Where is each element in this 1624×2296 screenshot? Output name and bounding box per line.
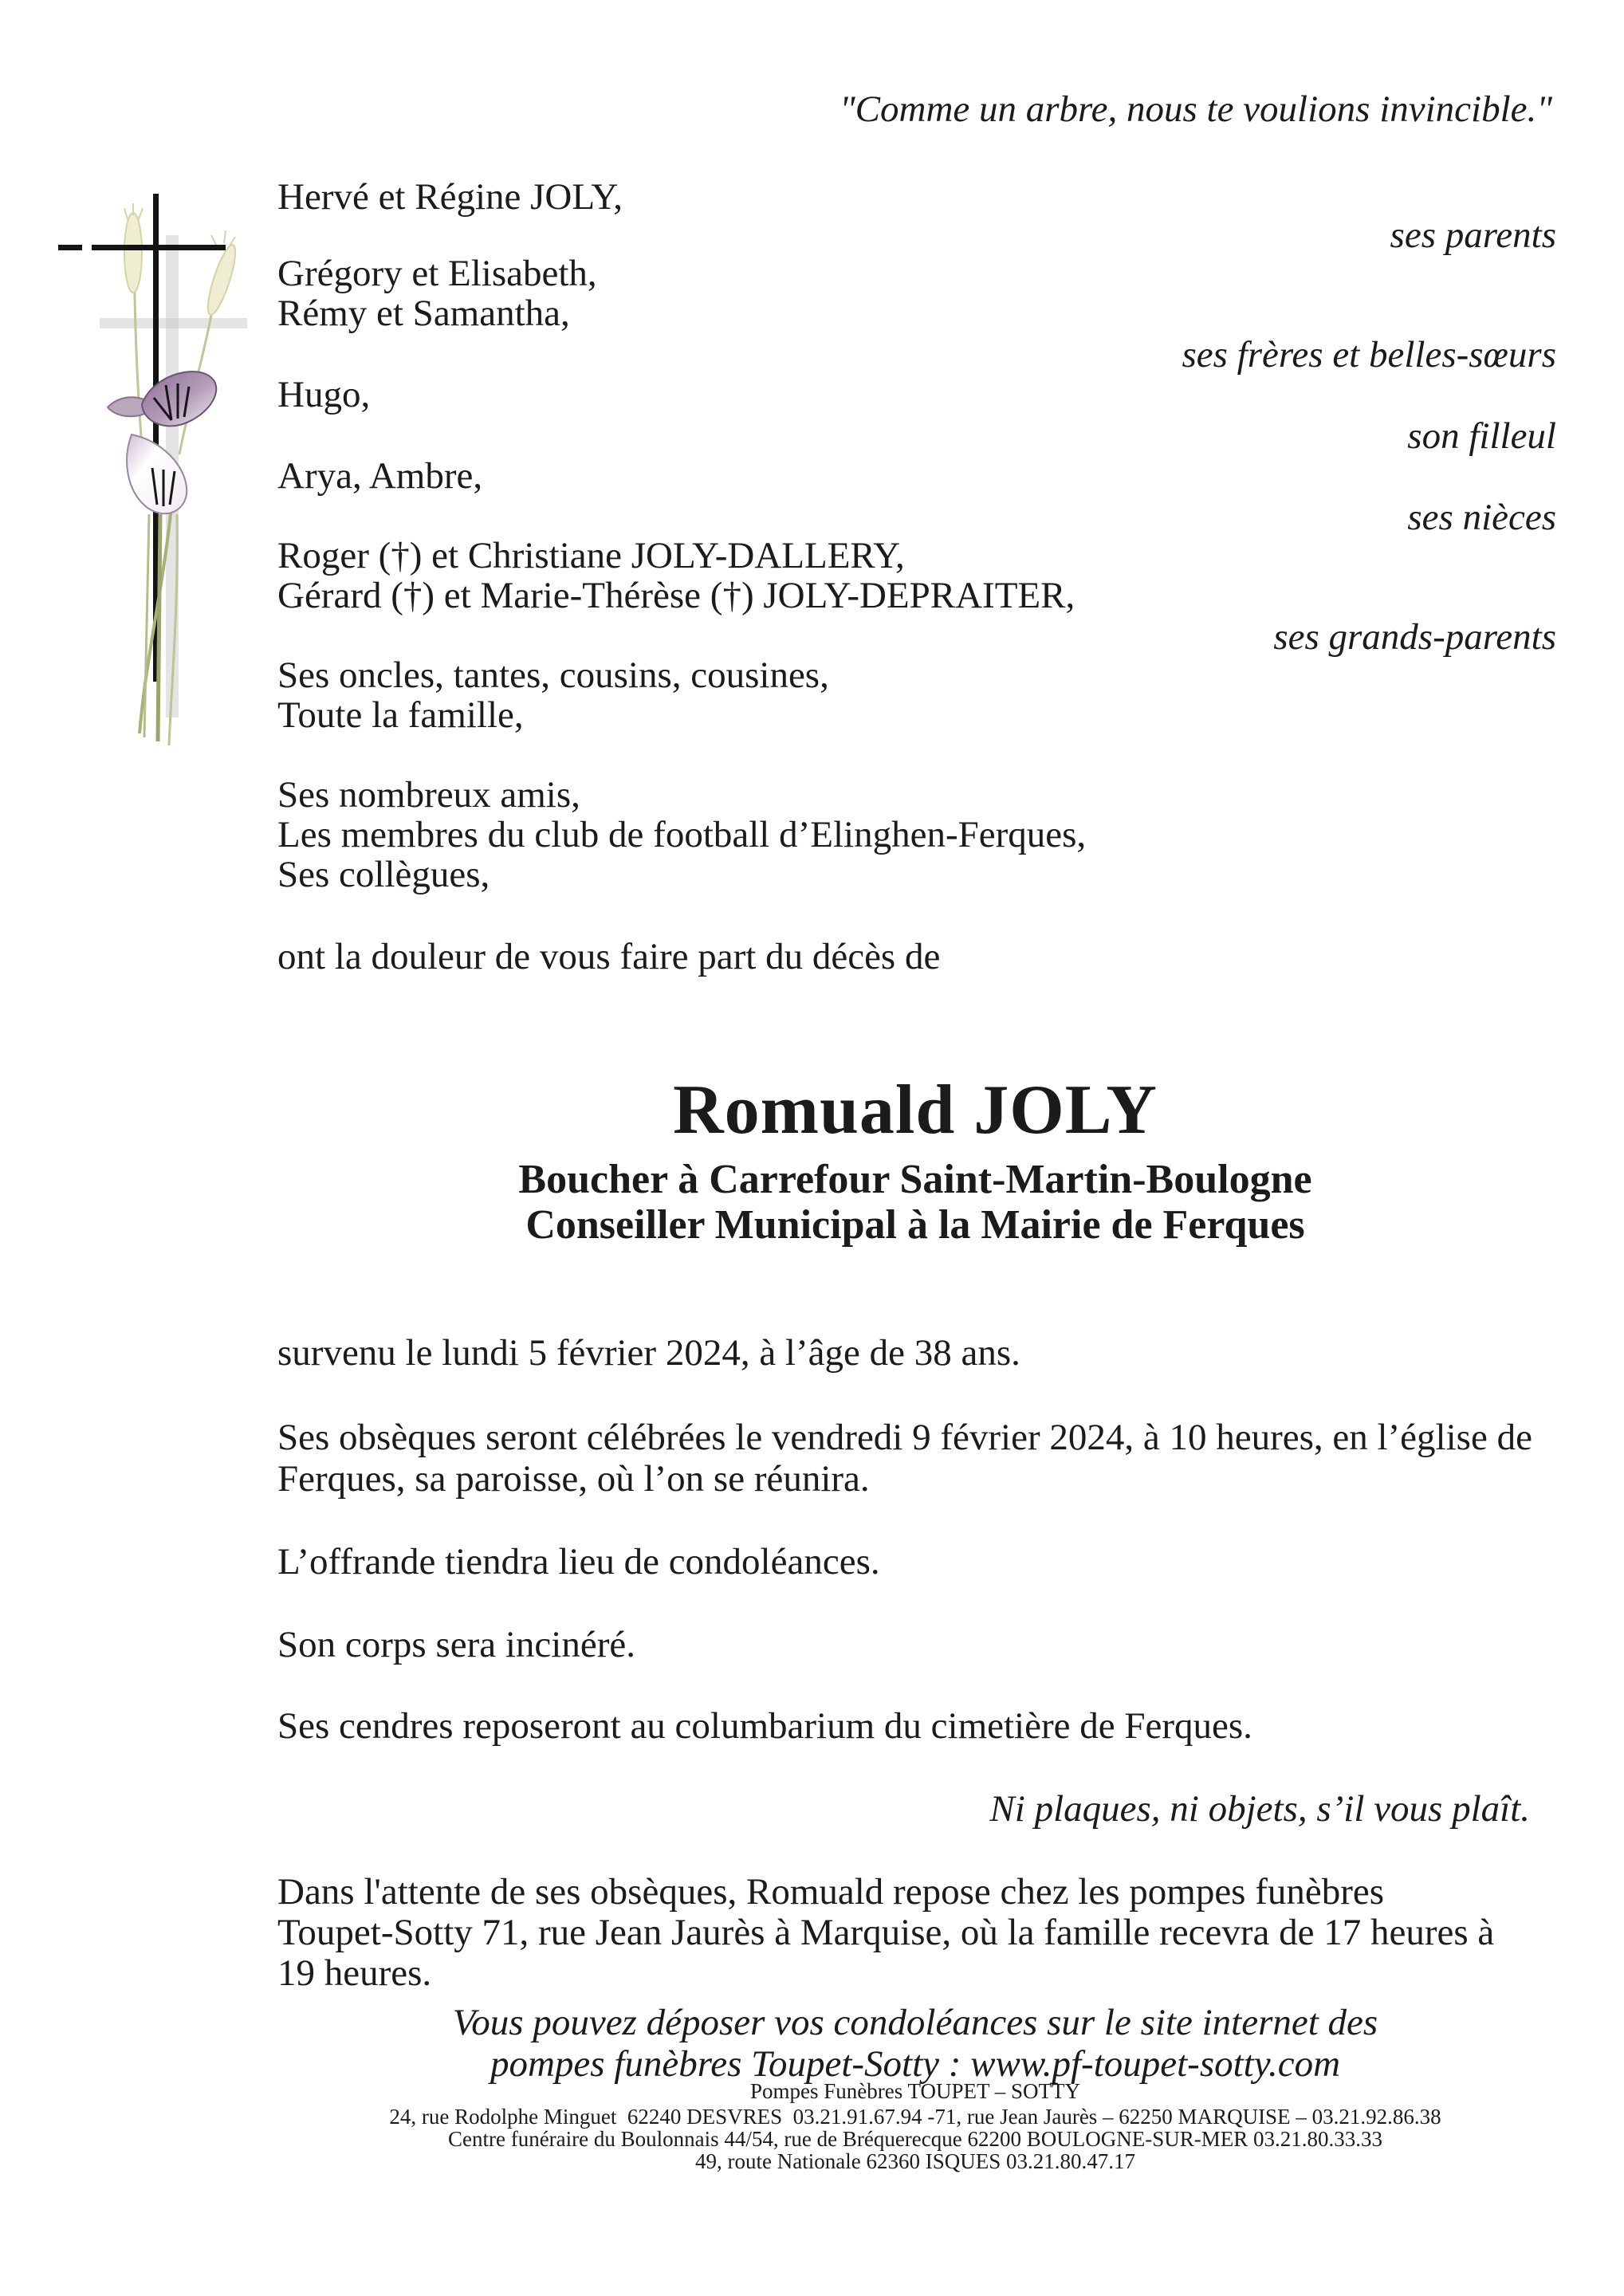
funeral-home-address-3: 49, route Nationale 62360 ISQUES 03.21.80.47.17	[695, 2149, 1135, 2173]
offering-line: L’offrande tiendra lieu de condoléances.	[277, 1541, 880, 1582]
mourners-line-nieces: Arya, Ambre,	[277, 455, 483, 497]
death-date-line: survenu le lundi 5 février 2024, à l’âge de 38 ans.	[277, 1332, 1020, 1374]
cremation-line: Son corps sera incinéré.	[277, 1624, 635, 1665]
mourners-line-brother-1: Grégory et Elisabeth,	[277, 253, 597, 294]
relation-godson: son filleul	[1407, 415, 1556, 457]
mourners-line-family: Toute la famille,	[277, 694, 524, 736]
mourners-line-colleagues: Ses collègues,	[277, 854, 490, 895]
deceased-name: Romuald JOLY	[673, 1071, 1158, 1149]
columbarium-line: Ses cendres reposeront au columbarium du cimetière de Ferques.	[277, 1705, 1252, 1747]
cross-lilies-artwork	[52, 171, 267, 761]
relation-parents: ses parents	[1390, 214, 1556, 256]
funeral-home-address-1: 24, rue Rodolphe Minguet 62240 DESVRES 03.21.91.67.94 -71, rue Jean Jaurès – 62250 MARQUISE – 03.21.92.86.38	[389, 2105, 1441, 2129]
mourners-line-grandparents-2: Gérard (†) et Marie-Thérèse (†) JOLY-DEPRAITER,	[277, 575, 1075, 616]
mourners-line-parents: Hervé et Régine JOLY,	[277, 176, 623, 218]
mourners-line-brother-2: Rémy et Samantha,	[277, 293, 570, 334]
mourners-line-football-club: Les membres du club de football d’Elinghen-Ferques,	[277, 814, 1087, 855]
repose-line-3: 19 heures.	[277, 1952, 432, 1994]
repose-line-1: Dans l'attente de ses obsèques, Romuald repose chez les pompes funèbres	[277, 1871, 1385, 1913]
funeral-home-name: Pompes Funèbres TOUPET – SOTTY	[749, 2079, 1081, 2103]
funeral-info-line-2: Ferques, sa paroisse, où l’on se réunira.	[277, 1458, 870, 1500]
deceased-title-1: Boucher à Carrefour Saint-Martin-Boulogne	[518, 1157, 1312, 1202]
funeral-home-address-2: Centre funéraire du Boulonnais 44/54, rue de Bréquerecque 62200 BOULOGNE-SUR-MER 03.21.80.33.33	[447, 2127, 1383, 2151]
funeral-info-line-1: Ses obsèques seront célébrées le vendredi 9 février 2024, à 10 heures, en l’église de	[277, 1417, 1532, 1458]
relation-nieces: ses nièces	[1407, 497, 1556, 538]
mourners-line-grandparents-1: Roger (†) et Christiane JOLY-DALLERY,	[277, 535, 905, 576]
lily-flower-icon	[108, 372, 216, 513]
mourners-line-godson: Hugo,	[277, 374, 371, 415]
repose-line-2: Toupet-Sotty 71, rue Jean Jaurès à Marquise, où la famille recevra de 17 heures à	[277, 1912, 1495, 1953]
epitaph-quote: "Comme un arbre, nous te voulions invincible."	[839, 88, 1552, 130]
relation-grandparents: ses grands-parents	[1273, 616, 1556, 658]
no-plaques-note: Ni plaques, ni objets, s’il vous plaît.	[989, 1788, 1530, 1830]
memorial-cross-icon	[52, 171, 267, 761]
relation-brothers: ses frères et belles-sœurs	[1182, 334, 1556, 375]
online-condolences-line-2: pompes funèbres Toupet-Sotty : www.pf-toupet-sotty.com	[490, 2043, 1341, 2085]
mourners-line-friends: Ses nombreux amis,	[277, 774, 580, 816]
deceased-title-2: Conseiller Municipal à la Mairie de Ferques	[525, 1202, 1305, 1248]
intro-sentence: ont la douleur de vous faire part du décès de	[277, 936, 941, 977]
mourners-line-uncles: Ses oncles, tantes, cousins, cousines,	[277, 655, 829, 696]
online-condolences-line-1: Vous pouvez déposer vos condoléances sur le site internet des	[452, 2002, 1378, 2043]
